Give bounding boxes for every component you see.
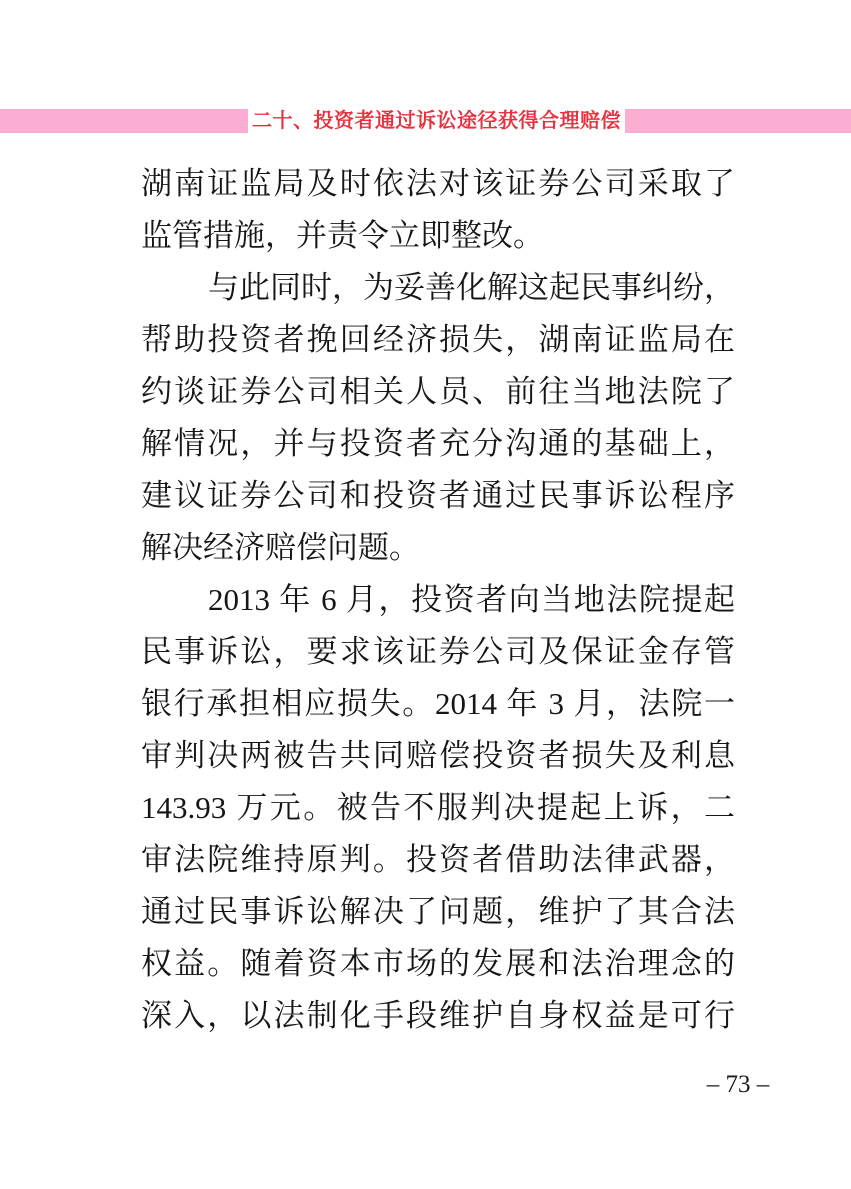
body-text-line: 2013 年 6 月，投资者向当地法院提起: [208, 582, 735, 617]
body-text-line: 审法院维持原判。投资者借助法律武器，: [141, 842, 735, 877]
body-text-line: 权益。随着资本市场的发展和法治理念的: [141, 946, 735, 981]
body-text-line: 与此同时，为妥善化解这起民事纠纷，: [208, 270, 735, 305]
body-text-line: 湖南证监局及时依法对该证券公司采取了: [141, 166, 735, 201]
body-text-line: 解情况，并与投资者充分沟通的基础上，: [141, 426, 735, 461]
header-band-right: [625, 109, 851, 133]
body-text-line: 解决经济赔偿问题。: [141, 530, 420, 565]
body-text-line: 审判决两被告共同赔偿投资者损失及利息: [141, 738, 735, 773]
body-text-line: 建议证券公司和投资者通过民事诉讼程序: [141, 478, 735, 513]
body-text-line: 监管措施，并责令立即整改。: [141, 218, 544, 253]
body-text-line: 通过民事诉讼解决了问题，维护了其合法: [141, 894, 735, 929]
body-text-line: 143.93 万元。被告不服判决提起上诉，二: [141, 790, 735, 825]
page-number: – 73 –: [706, 1071, 770, 1098]
body-text: [141, 158, 735, 1042]
body-text-line: 约谈证券公司相关人员、前往当地法院了: [141, 374, 735, 409]
body-text-line: 帮助投资者挽回经济损失，湖南证监局在: [141, 322, 735, 357]
body-text-line: 深入，以法制化手段维护自身权益是可行: [141, 998, 735, 1033]
header-band-left: [0, 109, 248, 133]
body-text-line: 银行承担相应损失。2014 年 3 月，法院一: [141, 686, 735, 721]
chapter-title: 二十、投资者通过诉讼途径获得合理赔偿: [252, 108, 621, 132]
body-text-line: 民事诉讼，要求该证券公司及保证金存管: [141, 634, 735, 669]
